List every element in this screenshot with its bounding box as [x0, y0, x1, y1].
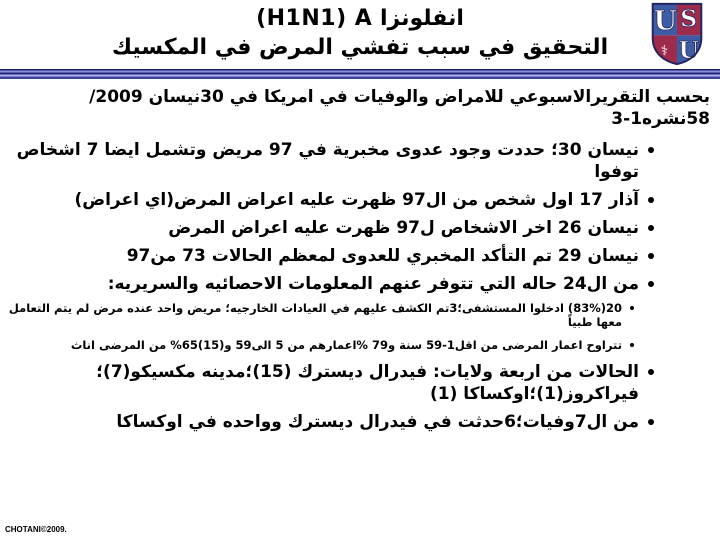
bullet-item: [8, 189, 710, 211]
bullet-text: من ال24 حاله التي تتوفر عنهم المعلومات الاحصائيه والسريريه:: [107, 274, 639, 294]
bullet-text: نيسان 29 تم التأكد المخبري للعدوى لمعظم الحالات 73 من97: [126, 246, 639, 266]
logo-medical-emblem-icon: ⚕: [660, 43, 669, 60]
bullet-dot-icon: [648, 419, 654, 425]
bullet-item: [8, 361, 710, 405]
sub-bullet-item: [8, 301, 710, 329]
bullet-text: نيسان 26 اخر الاشخاص ل97 ظهرت عليه اعراض المرض: [168, 218, 639, 238]
bullet-item: [8, 411, 710, 433]
logo-letter-s: S: [680, 4, 698, 33]
title-line-1: [0, 4, 720, 33]
bullet-item: [8, 245, 710, 267]
author-credit: CHOTANI©2009.: [5, 525, 67, 534]
bullet-dot-icon: [648, 225, 654, 231]
bullet-dot-icon: [630, 306, 634, 310]
slide-body: [8, 86, 710, 439]
intro-line: بحسب التقريرالاسبوعي للامراض والوفيات في امريكا في 30نيسان 2009/ 58نشره1-3: [89, 87, 710, 129]
bullet-list: [8, 139, 710, 433]
logo-letter-u2: U: [678, 35, 699, 64]
title-influenza-word: انفلونزا: [380, 6, 464, 31]
bullet-text: آذار 17 اول شخص من ال97 ظهرت عليه اعراض المرض(اي اعراض): [74, 190, 639, 210]
usu-logo: [650, 2, 704, 66]
bullet-item: [8, 139, 710, 183]
sub-bullet-text: 20(83%) ادخلوا المستشفى؛3تم الكشف عليهم في العيادات الخارجيه؛ مريض واحد عنده مرض لم يتم التعامل معها طبياً: [8, 301, 622, 329]
logo-letter-u1: U: [653, 5, 678, 37]
bullet-text: من ال7وفيات؛6حدثت في فيدرال ديسترك وواحده في اوكساكا: [116, 412, 639, 432]
bullet-dot-icon: [648, 253, 654, 259]
sub-bullet-text: تتراوح اعمار المرضى من اقل1-59 سنة و79 %اعمارهم من 5 الى59 و(15)65% من المرضى اناث: [70, 338, 622, 352]
bullet-dot-icon: [648, 281, 654, 287]
sub-bullet-item: [8, 338, 710, 352]
bullet-text: نيسان 30؛ حددت وجود عدوى مخبرية في 97 مريض وتشمل ايضا 7 اشخاص توفوا: [16, 140, 639, 182]
bullet-item: [8, 217, 710, 239]
title-virus-code: (H1N1) A: [256, 6, 373, 31]
usu-shield-icon: [650, 2, 704, 66]
bullet-dot-icon: [648, 197, 654, 203]
bullet-dot-icon: [630, 343, 634, 347]
slide-title-block: [0, 4, 720, 62]
bullet-dot-icon: [648, 147, 654, 153]
bullet-item: [8, 273, 710, 295]
title-line-2: التحقيق في سبب تفشي المرض في المكسيك: [111, 35, 609, 60]
bullet-dot-icon: [648, 369, 654, 375]
bullet-text: الحالات من اربعة ولايات: فيدرال ديسترك (15)؛مدينه مكسيكو(7)؛فيراكروز(1)؛اوكساكا (1): [96, 362, 639, 404]
title-divider-rule: [0, 69, 720, 79]
